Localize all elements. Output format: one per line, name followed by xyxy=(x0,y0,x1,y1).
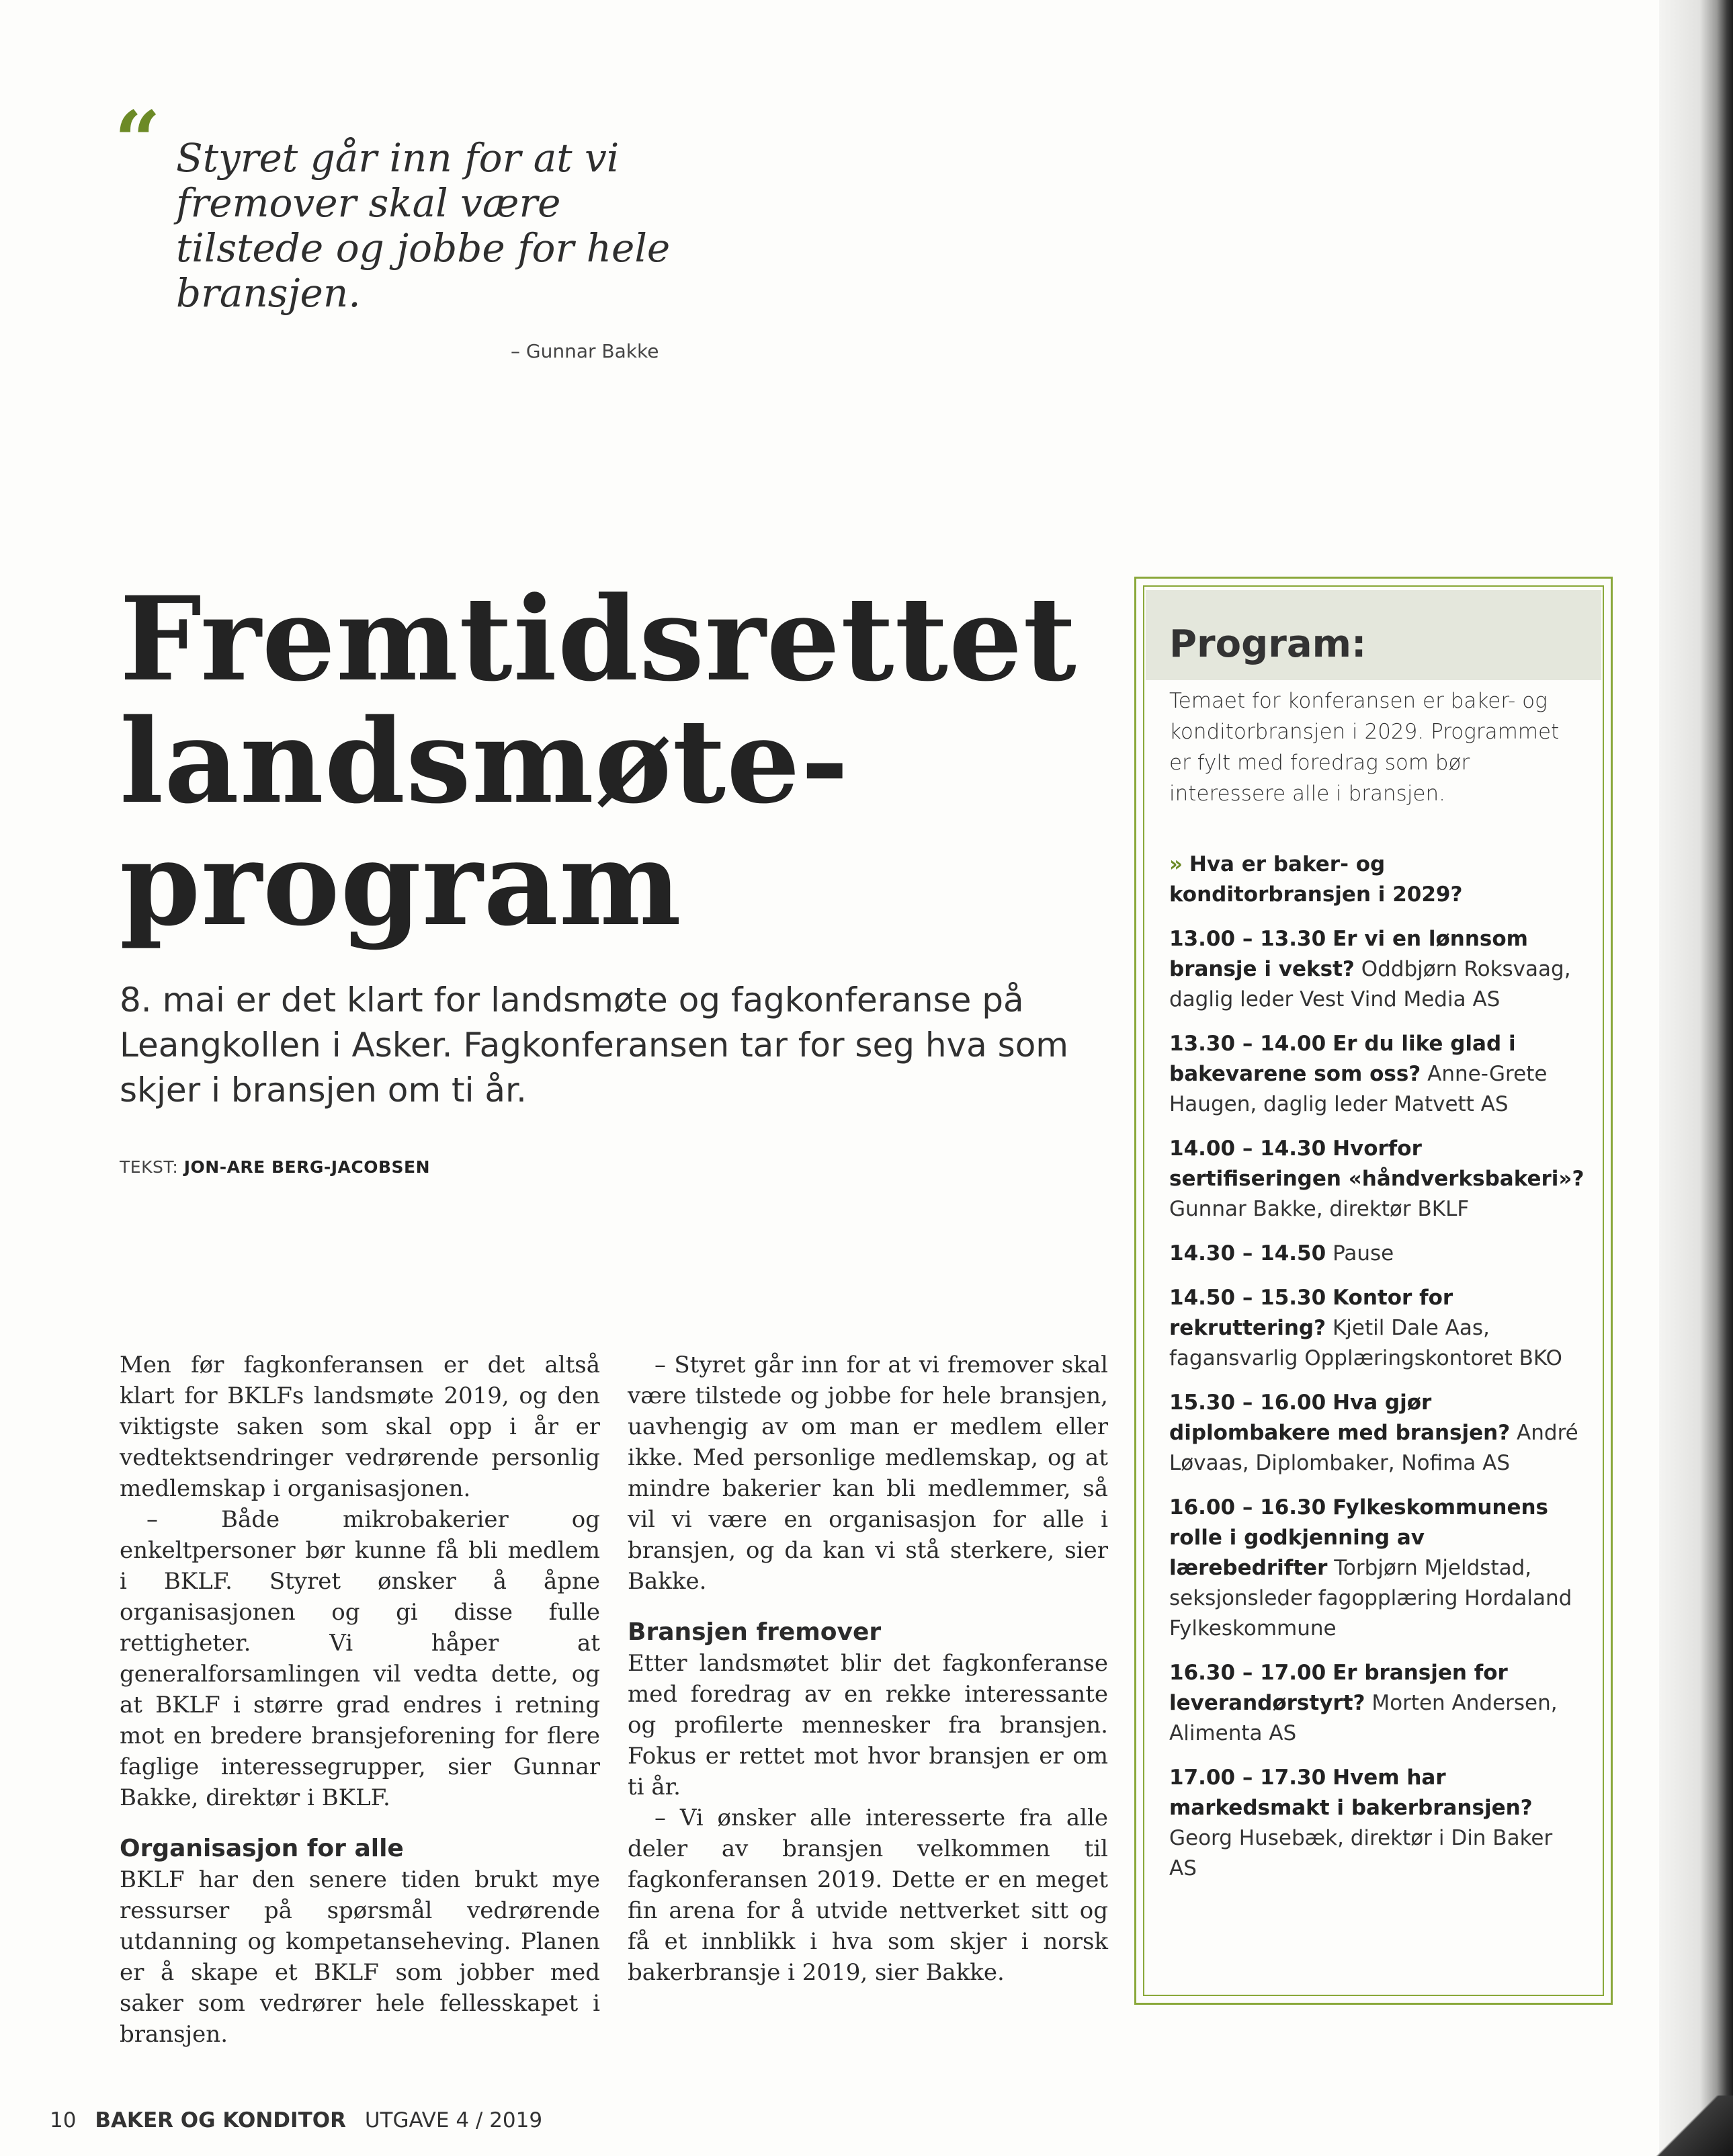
program-item xyxy=(1169,924,1586,1015)
page-corner xyxy=(1639,2096,1733,2156)
subheading-organisasjon: Organisasjon for alle xyxy=(120,1835,404,1862)
program-item-speaker: Morten Andersen, Alimenta AS xyxy=(1169,1691,1558,1745)
program-item-speaker: Pause xyxy=(1333,1241,1394,1266)
page-footer xyxy=(50,2108,542,2132)
program-item xyxy=(1169,1388,1586,1479)
program-item-speaker: Georg Husebæk, direktør i Din Baker AS xyxy=(1169,1826,1553,1880)
paragraph: Men før fagkonferansen er det altså klart for BKLFs landsmøte 2019, og den viktigste saken som skal opp i år er vedtektsendringer vedrørende personlig medlemskap i organisasjonen. xyxy=(120,1352,600,1502)
subheading-bransjen: Bransjen fremover xyxy=(628,1618,882,1646)
program-item-time: 17.00 – 17.30 xyxy=(1169,1766,1326,1790)
program-list xyxy=(1169,849,1586,1898)
program-item-speaker: Anne-Grete Haugen, daglig leder Matvett AS xyxy=(1169,1062,1548,1116)
byline-author: JON-ARE BERG-JACOBSEN xyxy=(183,1157,431,1177)
byline-label: TEKST: xyxy=(120,1157,179,1177)
program-item-speaker: André Løvaas, Diplombaker, Nofima AS xyxy=(1169,1421,1578,1475)
page-number: 10 xyxy=(50,2108,77,2132)
paragraph: – Både mikrobakerier og enkeltpersoner bør kunne få bli medlem i BKLF. Styret ønsker å åpne organisasjonen og gi disse fulle rettigheter. Vi håper at generalforsamlingen vil vedta dette, og at BKLF i større grad endres i retning mot en bredere bransjeforening for flere faglige interessegrupper, sier Gunnar Bakke, direktør i BKLF. xyxy=(120,1506,600,1811)
program-theme xyxy=(1169,849,1586,910)
article-lead: 8. mai er det klart for landsmøte og fagkonferanse på Leangkollen i Asker. Fagkonferansen tar for seg hva som skjer i bransjen om ti år. xyxy=(120,981,1069,1110)
paragraph: – Styret går inn for at vi fremover skal være tilstede og jobbe for hele bransjen, uavhengig av om man er medlem eller ikke. Med personlige medlemskap, og at mindre bakerier kan bli medlemmer, så vil vi være en organisasjon for alle i bransjen, og da kan vi stå sterkere, sier Bakke. xyxy=(628,1352,1108,1595)
program-item-speaker: Torbjørn Mjeldstad, seksjonsleder fagopplæring Hordaland Fylkeskommune xyxy=(1169,1556,1572,1641)
program-item-title: Er bransjen for leverandørstyrt? xyxy=(1169,1661,1508,1715)
quote-mark: “ xyxy=(114,93,161,188)
program-item-time: 14.50 – 15.30 xyxy=(1169,1286,1326,1310)
page-edge-shadow xyxy=(1659,0,1733,2156)
pull-quote-author: – Gunnar Bakke xyxy=(511,340,659,362)
program-item-title: Er vi en lønnsom bransje i vekst? xyxy=(1169,927,1528,981)
program-item-speaker: Oddbjørn Roksvaag, daglig leder Vest Vind Media AS xyxy=(1169,957,1571,1011)
article-headline: Fremtidsrettet landsmøte-program xyxy=(120,571,1077,952)
article-column-1 xyxy=(120,1350,600,2050)
program-item-title: Fylkeskommunens rolle i godkjenning av lærebedrifter xyxy=(1169,1495,1549,1580)
program-item xyxy=(1169,1134,1586,1225)
program-item xyxy=(1169,1239,1586,1269)
program-item-time: 16.30 – 17.00 xyxy=(1169,1661,1326,1685)
program-theme-text: Hva er baker- og konditorbransjen i 2029? xyxy=(1169,852,1463,907)
program-item-title: Kontor for rekruttering? xyxy=(1169,1286,1453,1340)
paragraph: BKLF har den senere tiden brukt mye ressurser på spørsmål vedrørende utdanning og kompetanseheving. Planen er å skape et BKLF som jobber med saker som vedrører hele fellesskapet i bransjen. xyxy=(120,1866,600,2048)
paragraph: – Vi ønsker alle interesserte fra alle deler av bransjen velkommen til fagkonferansen 2019. Dette er en meget fin arena for å utvide nettverket sitt og få et innblikk i hva som skjer i norsk bakerbransje i 2019, sier Bakke. xyxy=(628,1805,1108,1986)
program-item xyxy=(1169,1493,1586,1644)
program-item-speaker: Kjetil Dale Aas, fagansvarlig Opplæringskontoret BKO xyxy=(1169,1316,1562,1370)
program-item-title: Hvem har markedsmakt i bakerbransjen? xyxy=(1169,1766,1533,1820)
program-item xyxy=(1169,1029,1586,1120)
program-item-title: Er du like glad i bakevarene som oss? xyxy=(1169,1032,1516,1086)
magazine-name: BAKER OG KONDITOR xyxy=(95,2108,346,2132)
article-column-2 xyxy=(628,1350,1108,1988)
byline xyxy=(120,1157,430,1177)
program-item xyxy=(1169,1283,1586,1374)
program-item-time: 14.00 – 14.30 xyxy=(1169,1136,1326,1161)
program-item-time: 16.00 – 16.30 xyxy=(1169,1495,1326,1520)
pull-quote-text: Styret går inn for at vi fremover skal være tilstede og jobbe for hele bransjen. xyxy=(176,135,671,316)
program-item-time: 13.00 – 13.30 xyxy=(1169,927,1326,951)
program-intro: Temaet for konferansen er baker- og konditorbransjen i 2029. Programmet er fylt med foredrag som bør interessere alle i bransjen. xyxy=(1169,689,1560,806)
program-item-title: Hva gjør diplombakere med bransjen? xyxy=(1169,1391,1511,1445)
program-item-title: Hvorfor sertifiseringen «håndverksbakeri»? xyxy=(1169,1136,1584,1191)
chevron-right-icon: » xyxy=(1169,852,1183,876)
program-title: Program: xyxy=(1169,622,1367,666)
program-item-time: 13.30 – 14.00 xyxy=(1169,1032,1326,1056)
program-item-speaker: Gunnar Bakke, direktør BKLF xyxy=(1169,1197,1470,1221)
program-item xyxy=(1169,1763,1586,1884)
program-item xyxy=(1169,1658,1586,1749)
issue-label: UTGAVE 4 / 2019 xyxy=(364,2108,543,2132)
program-item-time: 14.30 – 14.50 xyxy=(1169,1241,1326,1266)
program-item-time: 15.30 – 16.00 xyxy=(1169,1391,1326,1415)
paragraph: Etter landsmøtet blir det fagkonferanse med foredrag av en rekke interessante og profilerte mennesker fra bransjen. Fokus er rettet mot hvor bransjen er om ti år. xyxy=(628,1650,1108,1800)
